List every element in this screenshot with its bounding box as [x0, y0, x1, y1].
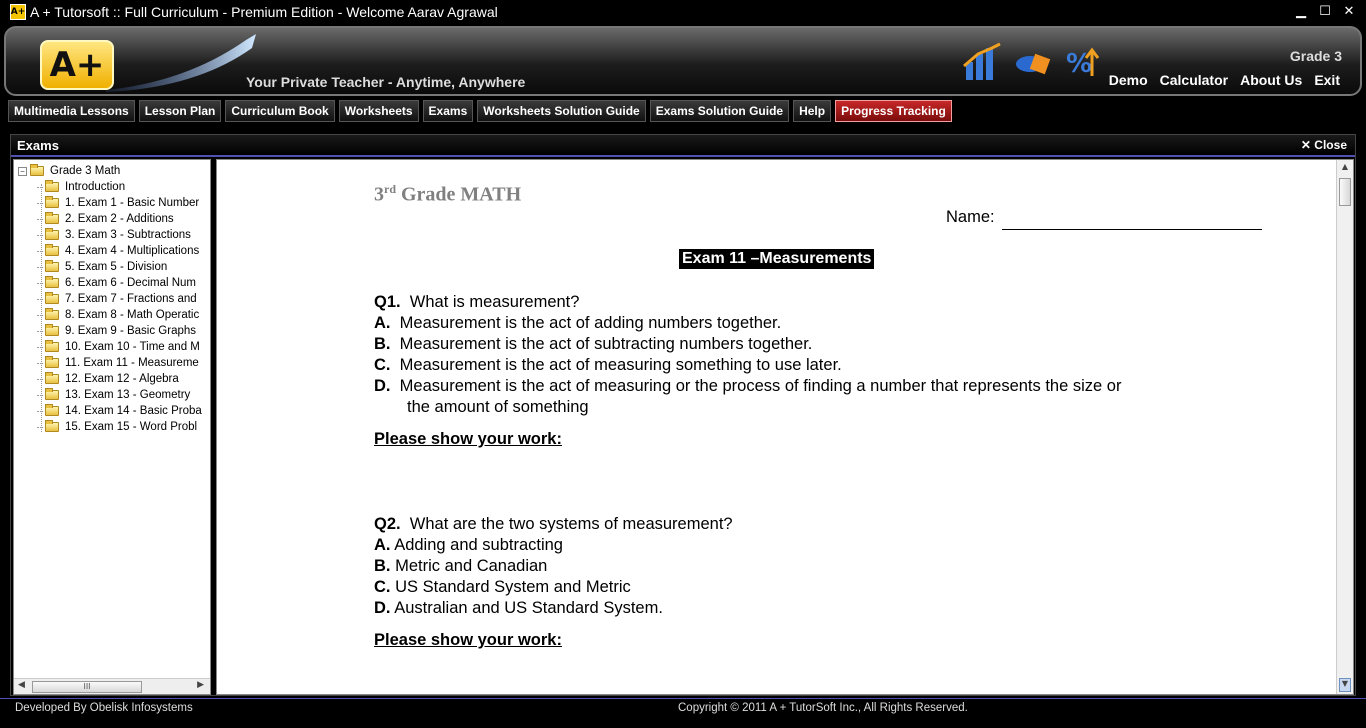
- q2-line: [374, 515, 733, 534]
- folder-icon: [45, 358, 59, 368]
- q2-label: Q2.: [374, 515, 401, 533]
- close-window-button[interactable]: ✕: [1343, 3, 1355, 19]
- tree-connector: [37, 203, 43, 204]
- menu-worksheets-solution-guide[interactable]: Worksheets Solution Guide: [477, 100, 645, 122]
- scroll-thumb[interactable]: III: [32, 681, 142, 693]
- tree-root[interactable]: [18, 163, 120, 179]
- exam-tree: [13, 159, 211, 695]
- percent-icon[interactable]: [1062, 42, 1104, 82]
- about-us-link[interactable]: About Us: [1240, 72, 1303, 88]
- bar-chart-icon[interactable]: [962, 42, 1004, 82]
- tree-connector: [37, 411, 43, 412]
- app-logo: A+: [40, 40, 114, 90]
- tree-item-label: 2. Exam 2 - Additions: [65, 213, 174, 225]
- folder-icon: [45, 198, 59, 208]
- folder-icon: [45, 278, 59, 288]
- q1-option: [374, 335, 812, 354]
- document-grade-title: [374, 182, 521, 207]
- tree-item-label: 7. Exam 7 - Fractions and: [65, 293, 197, 305]
- tree-item-label: 12. Exam 12 - Algebra: [65, 373, 179, 385]
- tree-connector: [37, 395, 43, 396]
- option-text: Metric and Canadian: [395, 557, 548, 575]
- swoosh-graphic: [106, 32, 266, 92]
- folder-icon: [45, 182, 59, 192]
- name-line: [1002, 210, 1262, 230]
- tree-item-label: 8. Exam 8 - Math Operatic: [65, 309, 200, 321]
- developer-credit: Developed By Obelisk Infosystems: [15, 702, 193, 714]
- calculator-link[interactable]: Calculator: [1159, 72, 1229, 88]
- folder-icon: [45, 230, 59, 240]
- minimize-button[interactable]: ▁: [1296, 3, 1306, 19]
- tree-connector: [37, 299, 43, 300]
- app-icon: A+: [10, 4, 26, 20]
- scroll-left-icon[interactable]: ◀: [18, 680, 25, 690]
- menu-help[interactable]: Help: [793, 100, 831, 122]
- option-letter: B.: [374, 557, 391, 575]
- tree-item[interactable]: [37, 259, 167, 275]
- menu-lesson-plan[interactable]: Lesson Plan: [139, 100, 222, 122]
- scroll-up-icon[interactable]: ▲: [1341, 162, 1349, 171]
- tree-connector: [37, 379, 43, 380]
- status-bar: [0, 698, 1366, 728]
- panel-title-text: Exams: [17, 137, 59, 153]
- option-text: Measurement is the act of adding numbers together.: [399, 314, 782, 332]
- tree-item-label: 1. Exam 1 - Basic Number: [65, 197, 200, 209]
- folder-icon: [45, 390, 59, 400]
- tree-item-label: Introduction: [65, 181, 126, 193]
- tree-horizontal-scrollbar[interactable]: [14, 678, 210, 694]
- copyright-notice: Copyright © 2011 A + TutorSoft Inc., All Rights Reserved.: [678, 702, 968, 714]
- option-text: Adding and subtracting: [394, 536, 563, 554]
- scroll-down-icon[interactable]: ▼: [1339, 678, 1351, 692]
- exam-document: [216, 159, 1354, 695]
- name-label: Name:: [946, 208, 995, 226]
- tree-item-label: 5. Exam 5 - Division: [65, 261, 168, 273]
- tree-connector: [37, 315, 43, 316]
- scroll-right-icon[interactable]: ▶: [197, 680, 204, 690]
- grade-number: 3: [374, 183, 384, 206]
- tree-item[interactable]: [37, 227, 191, 243]
- tree-item-label: 11. Exam 11 - Measureme: [65, 357, 199, 369]
- tree-item[interactable]: [37, 243, 199, 259]
- folder-icon: [45, 406, 59, 416]
- demo-link[interactable]: Demo: [1108, 72, 1148, 88]
- tree-connector: [37, 267, 43, 268]
- tagline: Your Private Teacher - Anytime, Anywhere: [246, 74, 526, 90]
- tree-item-label: 15. Exam 15 - Word Probl: [65, 421, 198, 433]
- show-work-label: Please show your work:: [374, 430, 562, 448]
- window-title: A + Tutorsoft :: Full Curriculum - Premium Edition - Welcome Aarav Agrawal: [30, 4, 498, 20]
- document-vertical-scrollbar[interactable]: [1336, 160, 1353, 694]
- tree-item[interactable]: [37, 323, 196, 339]
- q2-option: [374, 578, 631, 597]
- tree-connector: [37, 187, 43, 188]
- option-letter: B.: [374, 335, 391, 353]
- q2-text: What are the two systems of measurement?: [409, 515, 733, 533]
- menu-exams-solution-guide[interactable]: Exams Solution Guide: [650, 100, 789, 122]
- q1-option: [374, 377, 1121, 396]
- tree-item-label: 14. Exam 14 - Basic Proba: [65, 405, 202, 417]
- tree-connector: [37, 427, 43, 428]
- main-menu: [0, 99, 1366, 123]
- folder-icon: [45, 214, 59, 224]
- folder-icon: [45, 374, 59, 384]
- folder-icon: [45, 246, 59, 256]
- tree-connector: [37, 347, 43, 348]
- tree-item-label: 3. Exam 3 - Subtractions: [65, 229, 191, 241]
- option-text: Measurement is the act of measuring or the process of finding a number that represents the size or: [399, 377, 1122, 395]
- tree-connector: [37, 331, 43, 332]
- q1-label: Q1.: [374, 293, 401, 311]
- option-letter: A.: [374, 536, 391, 554]
- option-letter: C.: [374, 578, 391, 596]
- option-text: Measurement is the act of subtracting numbers together.: [399, 335, 813, 353]
- tree-item[interactable]: [37, 419, 197, 435]
- show-work-label: Please show your work:: [374, 631, 562, 649]
- tree-connector: [37, 251, 43, 252]
- maximize-button[interactable]: ☐: [1319, 3, 1331, 19]
- app-header: [4, 26, 1362, 96]
- tree-item-label: 13. Exam 13 - Geometry: [65, 389, 191, 401]
- q1-option: [374, 314, 781, 333]
- q1-text: What is measurement?: [409, 293, 580, 311]
- window-titlebar: [0, 0, 1366, 24]
- option-letter: D.: [374, 599, 391, 617]
- folder-icon: [45, 422, 59, 432]
- q2-option: [374, 599, 663, 618]
- exams-panel: [10, 134, 1356, 696]
- menu-exams[interactable]: Exams: [423, 100, 474, 122]
- tree-connector: [37, 235, 43, 236]
- menu-multimedia-lessons[interactable]: Multimedia Lessons: [8, 100, 135, 122]
- tree-item[interactable]: [37, 403, 202, 419]
- tree-item[interactable]: [37, 211, 174, 227]
- folder-icon: [45, 262, 59, 272]
- menu-worksheets[interactable]: Worksheets: [339, 100, 419, 122]
- document-scroll-thumb[interactable]: [1339, 178, 1351, 206]
- panel-title: [11, 135, 1355, 157]
- option-text: Measurement is the act of measuring something to use later.: [399, 356, 842, 374]
- tree-item[interactable]: [37, 307, 199, 323]
- tree-item[interactable]: [37, 387, 190, 403]
- folder-icon: [45, 294, 59, 304]
- svg-text:%: %: [1066, 49, 1093, 79]
- option-letter: C.: [374, 356, 391, 374]
- tree-root-label: Grade 3 Math: [50, 165, 121, 177]
- tree-item[interactable]: [37, 291, 197, 307]
- tree-item[interactable]: [37, 275, 196, 291]
- tree-item-label: 9. Exam 9 - Basic Graphs: [65, 325, 197, 337]
- menu-progress-tracking[interactable]: Progress Tracking: [835, 100, 952, 122]
- q2-option: [374, 557, 547, 576]
- option-text: Australian and US Standard System.: [394, 599, 663, 617]
- grade-suffix: rd: [384, 182, 396, 196]
- tree-connector: [37, 363, 43, 364]
- folder-icon: [45, 310, 59, 320]
- exit-link[interactable]: Exit: [1314, 72, 1340, 88]
- tree-item-label: 6. Exam 6 - Decimal Num: [65, 277, 197, 289]
- panel-close-button[interactable]: ✕ Close: [1300, 138, 1347, 152]
- grade-rest: Grade MATH: [396, 183, 522, 206]
- tree-item[interactable]: [37, 339, 200, 355]
- menu-curriculum-book[interactable]: Curriculum Book: [225, 100, 334, 122]
- q1-option-continuation: the amount of something: [407, 398, 589, 416]
- q2-option: [374, 536, 563, 555]
- tree-connector: [37, 283, 43, 284]
- option-letter: D.: [374, 377, 391, 395]
- tree-item[interactable]: [37, 195, 199, 211]
- q1-option: [374, 356, 842, 375]
- shapes-icon[interactable]: [1012, 42, 1054, 82]
- folder-icon: [45, 342, 59, 352]
- tree-item[interactable]: [37, 179, 125, 195]
- tree-item[interactable]: [37, 371, 179, 387]
- collapse-icon[interactable]: −: [18, 167, 27, 176]
- tree-item[interactable]: [37, 355, 199, 371]
- exam-title: Exam 11 –Measurements: [679, 249, 874, 269]
- tree-connector: [37, 219, 43, 220]
- folder-icon: [45, 326, 59, 336]
- grade-label: Grade 3: [1289, 48, 1342, 64]
- option-text: US Standard System and Metric: [395, 578, 631, 596]
- folder-icon: [30, 166, 44, 176]
- q1-line: [374, 293, 579, 312]
- option-letter: A.: [374, 314, 391, 332]
- tree-item-label: 10. Exam 10 - Time and M: [65, 341, 200, 353]
- tree-item-label: 4. Exam 4 - Multiplications: [65, 245, 200, 257]
